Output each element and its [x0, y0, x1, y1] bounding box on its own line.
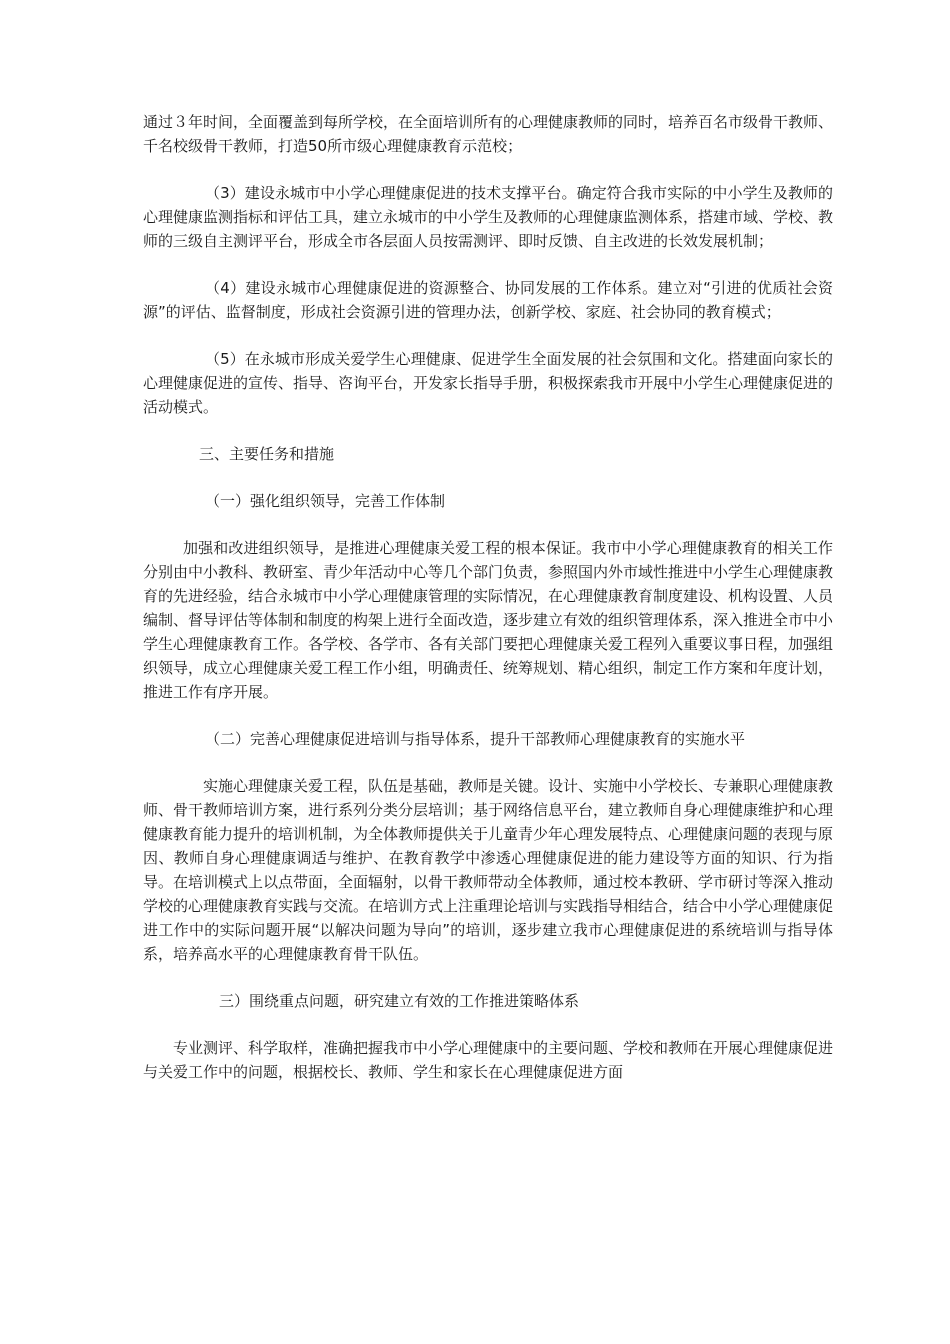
- paragraph-item-4: （4）建设永城市心理健康促进的资源整合、协同发展的工作体系。建立对“引进的优质社会资源”的评估、监督制度，形成社会资源引进的管理办法，创新学校、家庭、社会协同的教育模式；: [143, 279, 833, 321]
- paragraph-goal-continuation: 通过３年时间，全面覆盖到每所学校，在全面培训所有的心理健康教师的同时，培养百名市级骨干教师、千名校级骨干教师，打造50所市级心理健康教育示范校；: [143, 113, 834, 155]
- paragraph-assessment: 专业测评、科学取样，准确把握我市中小学心理健康中的主要问题、学校和教师在开展心理健康促进与关爱工作中的问题，根据校长、教师、学生和家长在心理健康促进方面: [143, 1039, 834, 1081]
- paragraph-organization: 加强和改进组织领导，是推进心理健康关爱工程的根本保证。我市中小学心理健康教育的相关工作分别由中小教科、教研室、青少年活动中心等几个部门负责，参照国内外市域性推进中小学生心理健康教育的先进经验，结合永城市中小学心理健康管理的实际情况，在心理健康教育制度建设、机构设置、人员编制、督导评估等体制和制度的构架上进行全面改造，逐步建立有效的组织管理体系，深入推进全市中小学生心理健康教育工作。各学校、各学市、各有关部门要把心理健康关爱工程列入重要议事日程，加强组织领导，成立心理健康关爱工程工作小组，明确责任、统筹规划、精心组织，制定工作方案和年度计划，推进工作有序开展。: [143, 539, 834, 701]
- document-body: [143, 110, 833, 1107]
- subsection-heading-2: （二）完善心理健康促进培训与指导体系，提升干部教师心理健康教育的实施水平: [205, 730, 746, 748]
- subsection-heading-1: （一）强化组织领导，完善工作体制: [205, 492, 446, 510]
- paragraph-item-3: （3）建设永城市中小学心理健康促进的技术支撑平台。确定符合我市实际的中小学生及教师的心理健康监测指标和评估工具，建立永城市的中小学生及教师的心理健康监测体系，搭建市域、学校、教师的三级自主测评平台，形成全市各层面人员按需测评、即时反馈、自主改进的长效发展机制；: [143, 184, 834, 250]
- paragraph-item-5: （5）在永城市形成关爱学生心理健康、促进学生全面发展的社会氛围和文化。搭建面向家长的心理健康促进的宣传、指导、咨询平台，开发家长指导手册，积极探索我市开展中小学生心理健康促进的活动模式。: [143, 350, 834, 416]
- section-heading-tasks: 三、主要任务和措施: [199, 445, 335, 463]
- subsection-heading-3: 三）围绕重点问题，研究建立有效的工作推进策略体系: [219, 992, 580, 1010]
- paragraph-training: 实施心理健康关爱工程，队伍是基础，教师是关键。设计、实施中小学校长、专兼职心理健康教师、骨干教师培训方案，进行系列分类分层培训；基于网络信息平台，建立教师自身心理健康维护和心理健康教育能力提升的培训机制，为全体教师提供关于儿童青少年心理发展特点、心理健康问题的表现与原因、教师自身心理健康调适与维护、在教育教学中渗透心理健康促进的能力建设等方面的知识、行为指导。在培训模式上以点带面，全面辐射，以骨干教师带动全体教师，通过校本教研、学市研讨等深入推动学校的心理健康教育实践与交流。在培训方式上注重理论培训与实践指导相结合，结合中小学心理健康促进工作中的实际问题开展“以解决问题为导向”的培训，逐步建立我市心理健康促进的系统培训与指导体系，培养高水平的心理健康教育骨干队伍。: [143, 777, 834, 963]
